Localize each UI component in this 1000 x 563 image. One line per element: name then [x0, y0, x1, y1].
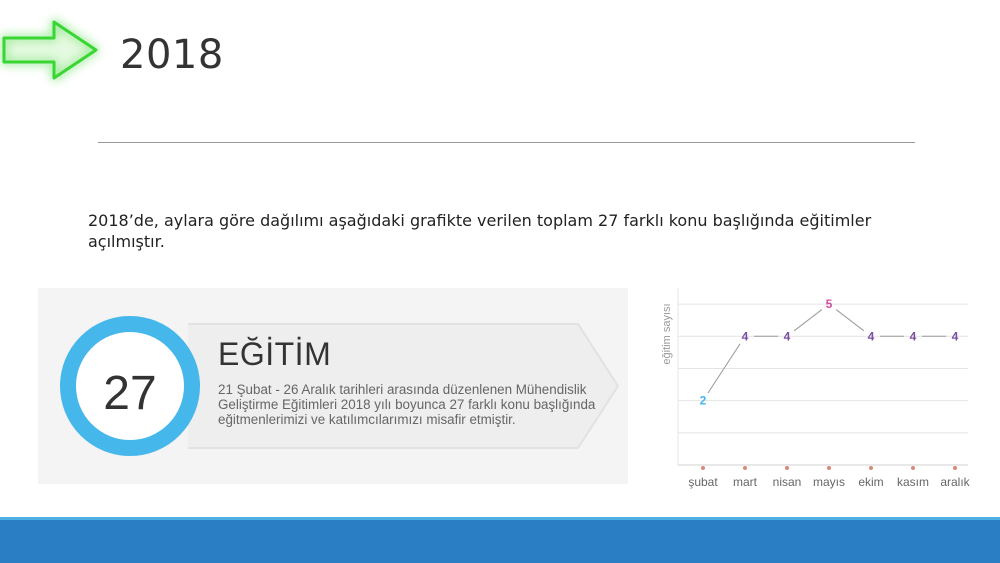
y-axis-label: eğitim sayısı [661, 303, 673, 365]
axis-marker [827, 466, 831, 470]
axis-marker [743, 466, 747, 470]
data-label: 4 [783, 329, 791, 344]
training-count: 27 [103, 367, 157, 420]
chart-x-tick-labels [688, 475, 970, 489]
intro-text: 2018’de, aylara göre dağılımı aşağıdaki grafikte verilen toplam 27 farklı konu başlığında eğitimler açılmıştır. [88, 211, 872, 251]
axis-marker [701, 466, 705, 470]
x-tick-label: aralık [940, 475, 970, 489]
axis-marker [785, 466, 789, 470]
footer-bar [0, 520, 1000, 563]
x-tick-label: mart [733, 475, 757, 489]
x-tick-label: mayıs [812, 475, 846, 489]
data-label: 4 [741, 329, 749, 344]
x-tick-label: ekim [858, 475, 884, 489]
data-label: 4 [867, 329, 875, 344]
data-label: 5 [825, 297, 833, 312]
axis-marker [953, 466, 957, 470]
series-segment [836, 310, 864, 331]
title-divider [98, 142, 915, 143]
x-tick-label: şubat [688, 475, 718, 489]
chart-data-labels [700, 297, 959, 408]
arrow-icon [0, 8, 114, 88]
data-label: 4 [951, 329, 959, 344]
chart-axis-markers [701, 466, 957, 470]
slide-title: 2018 [120, 32, 224, 78]
axis-marker [869, 466, 873, 470]
chart-series-line [708, 310, 946, 394]
series-segment [794, 310, 822, 331]
data-label: 4 [909, 329, 917, 344]
axis-marker [911, 466, 915, 470]
info-description: 21 Şubat - 26 Aralık tarihleri arasında düzenlenen Mühendislik Geliştirme Eğitimleri 2018 yılı boyunca 27 farklı konu başlığında eğitmenlerimizi ve katılımcılarımızı misafir etmiştir. [218, 382, 596, 427]
data-label: 2 [699, 393, 707, 408]
x-tick-label: kasım [896, 475, 930, 489]
monthly-training-chart [648, 280, 970, 496]
info-heading: EĞİTİM [218, 336, 332, 372]
x-tick-label: nisan [772, 475, 802, 489]
chart-grid [678, 288, 968, 465]
